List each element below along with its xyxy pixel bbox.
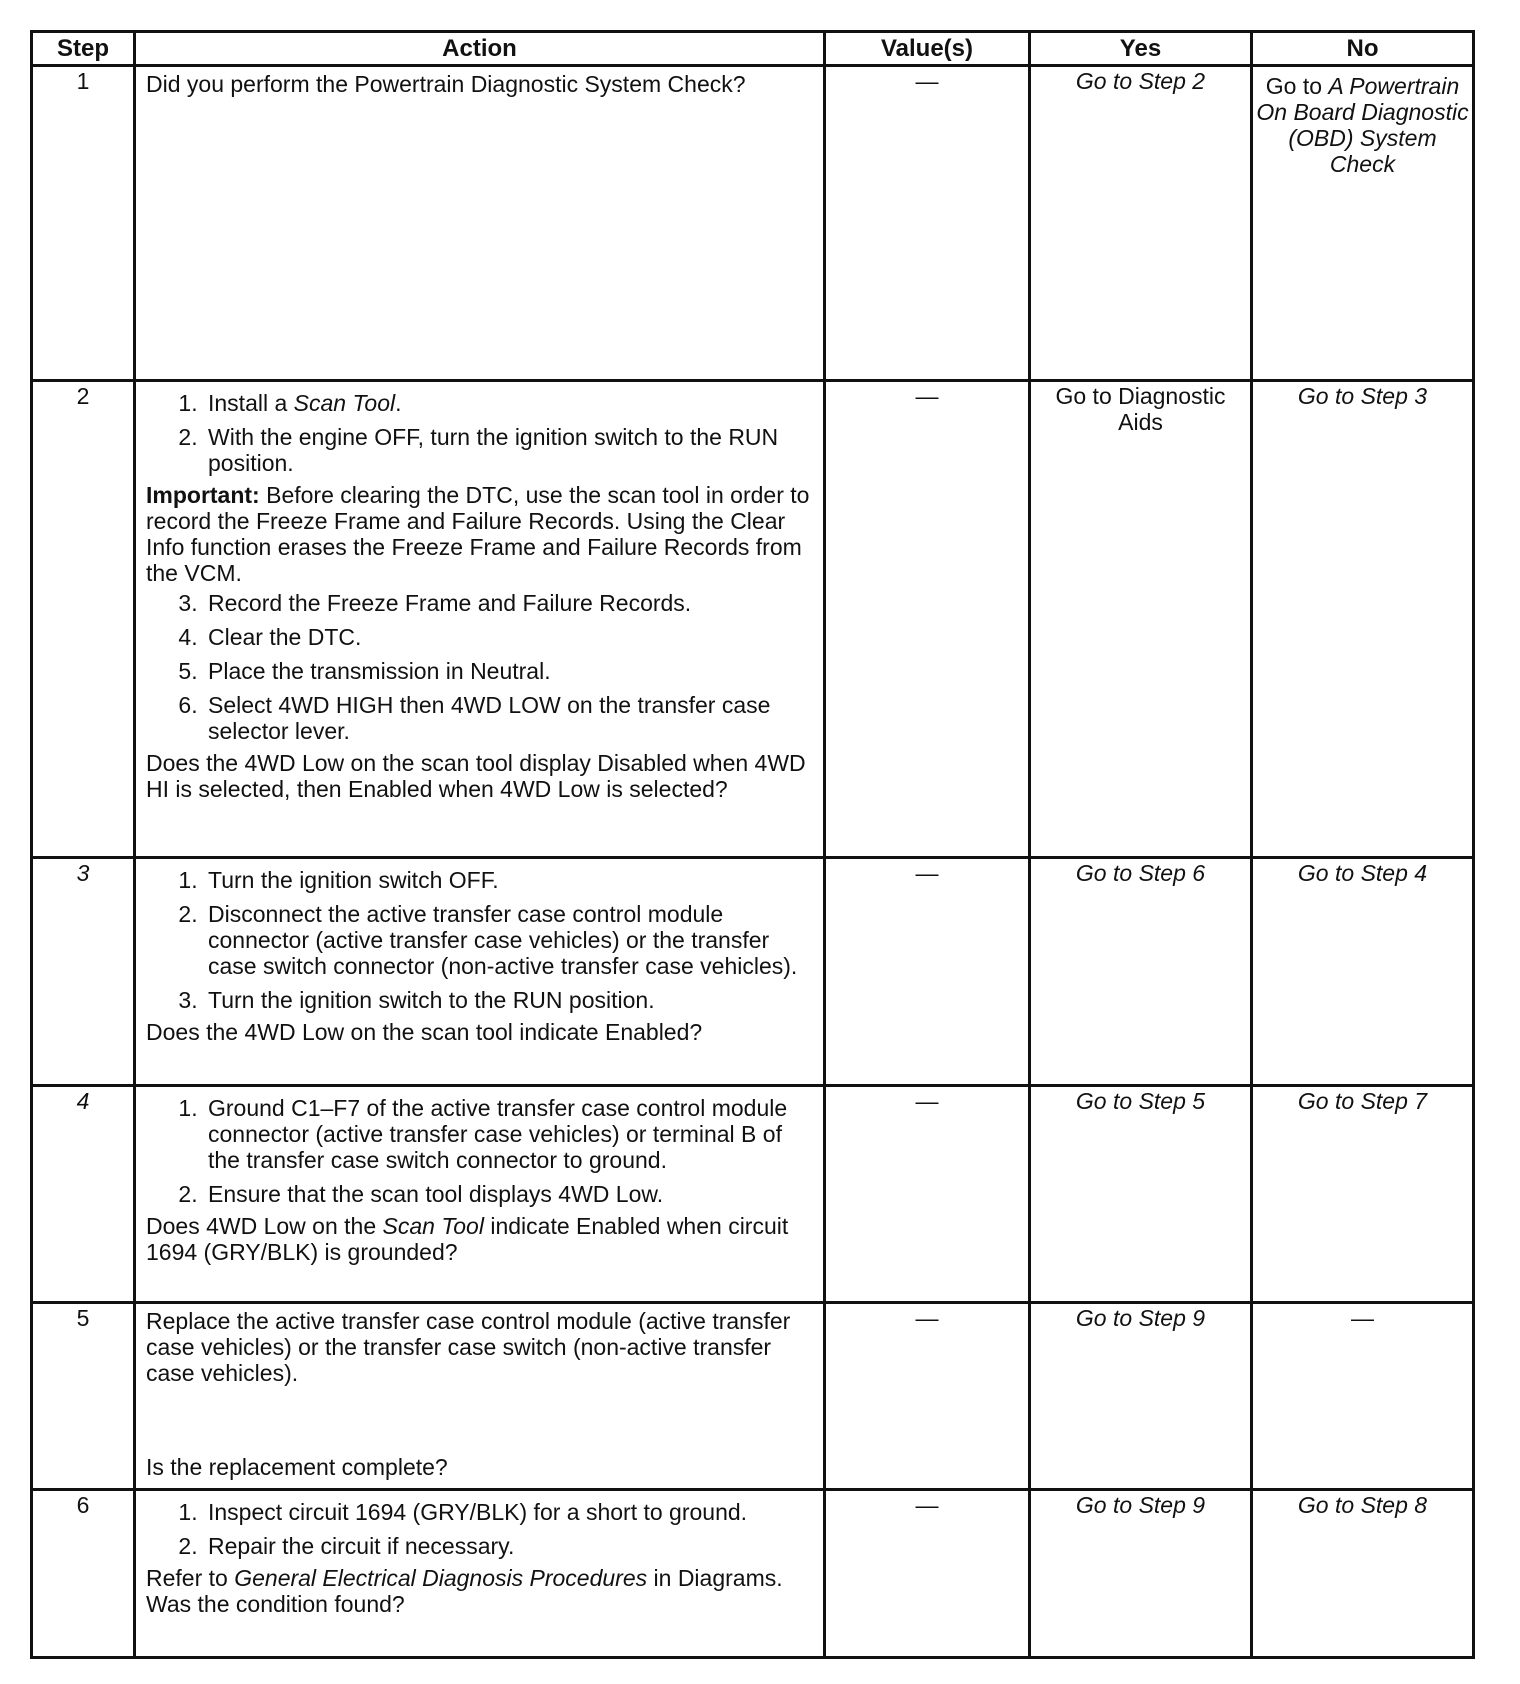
table-row-step-5: [32, 1303, 1474, 1490]
diagnostic-table: [30, 30, 1475, 1659]
step-number: 2: [32, 381, 135, 858]
important-note: [146, 482, 815, 586]
action-question: Was the condition found?: [146, 1591, 405, 1617]
value-cell: —: [825, 1086, 1030, 1303]
action-step: 2. Repair the circuit if necessary.: [204, 1533, 815, 1559]
value-cell: —: [825, 381, 1030, 858]
table-row-step-1: [32, 66, 1474, 381]
important-text: Before clearing the DTC, use the scan tool in order to record the Freeze Frame and Failure Records. Using the Clear Info function erases the Freeze Frame and Failure Records from the VCM.: [146, 482, 810, 586]
step-number: 6: [32, 1490, 135, 1658]
no-link-ref: A Powertrain On Board Diagnostic (OBD) System Check: [1256, 73, 1469, 177]
action-cell: [135, 1086, 825, 1303]
header-row: [32, 32, 1474, 66]
action-refer: Refer to General Electrical Diagnosis Procedures in Diagrams.: [146, 1565, 783, 1591]
action-step: 1. Inspect circuit 1694 (GRY/BLK) for a short to ground.: [204, 1499, 815, 1525]
no-link-prefix: Go to: [1265, 73, 1329, 99]
action-step-list: [146, 390, 815, 476]
no-link[interactable]: Go to Step 4: [1252, 858, 1474, 1086]
action-step-list: [146, 1095, 815, 1207]
action-cell: [135, 1303, 825, 1490]
value-cell: —: [825, 1490, 1030, 1658]
important-label: Important:: [146, 482, 260, 508]
header-action: Action: [135, 32, 825, 66]
action-step: 2. With the engine OFF, turn the ignition switch to the RUN position.: [204, 424, 815, 476]
table-row-step-4: [32, 1086, 1474, 1303]
action-question: Does the 4WD Low on the scan tool display Disabled when 4WD HI is selected, then Enabled when 4WD Low is selected?: [146, 750, 806, 802]
header-step: Step: [32, 32, 135, 66]
action-question: Does 4WD Low on the Scan Tool indicate Enabled when circuit 1694 (GRY/BLK) is grounded?: [146, 1213, 789, 1265]
action-step: 3. Record the Freeze Frame and Failure Records.: [204, 590, 815, 616]
action-step: 4. Clear the DTC.: [204, 624, 815, 650]
step-number: 4: [32, 1086, 135, 1303]
no-link[interactable]: Go to Step 3: [1252, 381, 1474, 858]
header-values: Value(s): [825, 32, 1030, 66]
action-step: 3. Turn the ignition switch to the RUN position.: [204, 987, 815, 1013]
action-step-list: [146, 1499, 815, 1559]
action-step: 2. Ensure that the scan tool displays 4WD Low.: [204, 1181, 815, 1207]
action-step: 1. Turn the ignition switch OFF.: [204, 867, 815, 893]
value-cell: —: [825, 1303, 1030, 1490]
yes-link[interactable]: Go to Step 9: [1030, 1303, 1252, 1490]
table-row-step-3: [32, 858, 1474, 1086]
step-number: 3: [32, 858, 135, 1086]
no-value: —: [1252, 1303, 1474, 1490]
action-step-list: [146, 867, 815, 1013]
value-cell: —: [825, 66, 1030, 381]
step-number: 5: [32, 1303, 135, 1490]
table-row-step-6: [32, 1490, 1474, 1658]
yes-link[interactable]: Go to Diagnostic Aids: [1030, 381, 1252, 858]
step-number: 1: [32, 66, 135, 381]
yes-link[interactable]: Go to Step 5: [1030, 1086, 1252, 1303]
action-cell: [135, 381, 825, 858]
value-cell: —: [825, 858, 1030, 1086]
action-question: Is the replacement complete?: [146, 1454, 448, 1480]
yes-link[interactable]: Go to Step 6: [1030, 858, 1252, 1086]
no-link[interactable]: Go to Step 8: [1252, 1490, 1474, 1658]
no-link[interactable]: Go to Step 7: [1252, 1086, 1474, 1303]
action-cell: [135, 1490, 825, 1658]
action-step: 6. Select 4WD HIGH then 4WD LOW on the transfer case selector lever.: [204, 692, 815, 744]
refer-link[interactable]: General Electrical Diagnosis Procedures: [234, 1565, 648, 1591]
header-yes: Yes: [1030, 32, 1252, 66]
action-cell: [135, 66, 825, 381]
table-row-step-2: [32, 381, 1474, 858]
action-cell: [135, 858, 825, 1086]
yes-link[interactable]: Go to Step 2: [1030, 66, 1252, 381]
action-text: Replace the active transfer case control module (active transfer case vehicles) or the transfer case switch (non-active transfer case vehicles).: [146, 1308, 791, 1386]
action-step: 2. Disconnect the active transfer case control module connector (active transfer case vehicles) or the transfer case switch connector (non-active transfer case vehicles).: [204, 901, 815, 979]
action-question: Did you perform the Powertrain Diagnostic System Check?: [146, 71, 746, 97]
yes-link[interactable]: Go to Step 9: [1030, 1490, 1252, 1658]
action-step: 1. Ground C1–F7 of the active transfer case control module connector (active transfer case vehicles) or terminal B of the transfer case switch connector to ground.: [204, 1095, 815, 1173]
action-step-list: [146, 590, 815, 744]
action-step: 5. Place the transmission in Neutral.: [204, 658, 815, 684]
header-no: No: [1252, 32, 1474, 66]
no-link[interactable]: [1252, 66, 1474, 381]
action-question: Does the 4WD Low on the scan tool indicate Enabled?: [146, 1019, 703, 1045]
action-step: 1. Install a Scan Tool.: [204, 390, 815, 416]
